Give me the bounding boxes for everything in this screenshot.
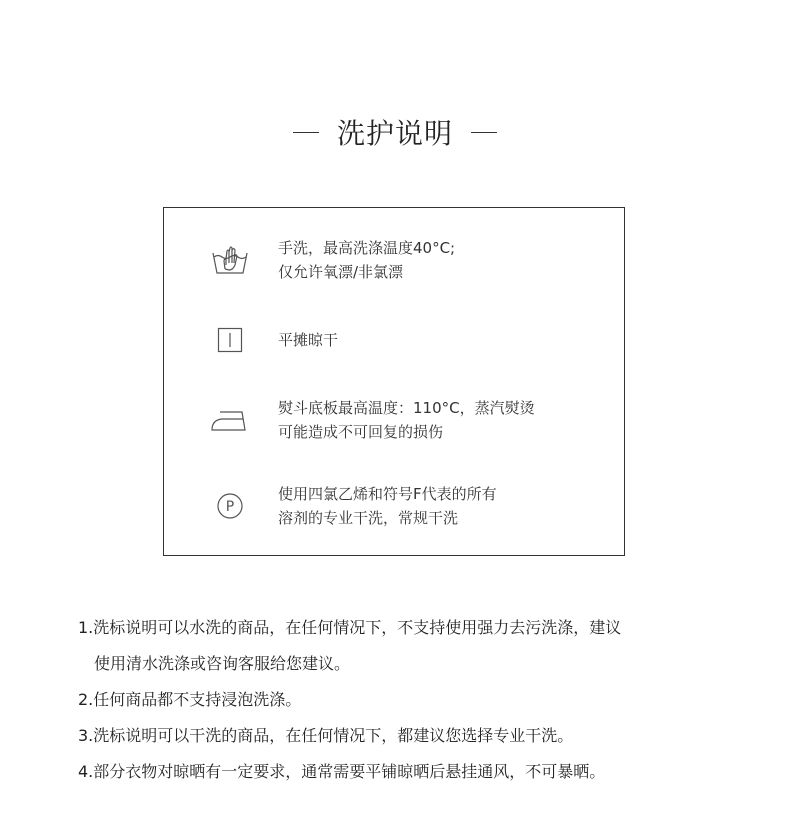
title-right-dash [471, 132, 497, 133]
dry-flat-icon [210, 322, 250, 358]
section-header [0, 110, 790, 154]
note-item: 3.洗标说明可以干洗的商品，在任何情况下，都建议您选择专业干洗。 [78, 726, 574, 745]
care-instructions-box [163, 207, 625, 556]
care-item-hand-wash [164, 232, 624, 288]
iron-icon [210, 402, 250, 438]
care-line: 手洗，最高洗涤温度40°C; [278, 239, 456, 257]
dry-clean-letter: P [225, 499, 235, 515]
note-item: 2.任何商品都不支持浸泡洗涤。 [78, 690, 302, 709]
note-item-continuation: 使用清水洗涤或咨询客服给您建议。 [94, 654, 351, 673]
note-item: 1.洗标说明可以水洗的商品，在任何情况下，不支持使用强力去污洗涤，建议 [78, 618, 622, 637]
title-left-dash [293, 132, 319, 133]
care-item-text [278, 396, 598, 444]
care-line: 平摊晾干 [278, 331, 339, 349]
dry-clean-p-icon [210, 488, 250, 524]
care-item-dry-flat [164, 312, 624, 368]
note-item: 4.部分衣物对晾晒有一定要求，通常需要平铺晾晒后悬挂通风，不可暴晒。 [78, 762, 606, 781]
care-item-text [278, 482, 598, 530]
care-line: 熨斗底板最高温度：110°C，蒸汽熨烫 [278, 399, 535, 417]
page-title: 洗护说明 [336, 117, 453, 150]
care-item-dry-clean [164, 478, 624, 534]
care-item-iron [164, 392, 624, 448]
care-line: 使用四氯乙烯和符号F代表的所有 [278, 485, 497, 503]
care-line: 可能造成不可回复的损伤 [278, 423, 444, 441]
hand-wash-icon [210, 242, 250, 278]
care-line: 仅允许氧漂/非氯漂 [278, 263, 404, 281]
care-notes [78, 610, 728, 790]
care-item-text [278, 328, 598, 352]
care-line: 溶剂的专业干洗，常规干洗 [278, 509, 459, 527]
care-item-text [278, 236, 598, 284]
